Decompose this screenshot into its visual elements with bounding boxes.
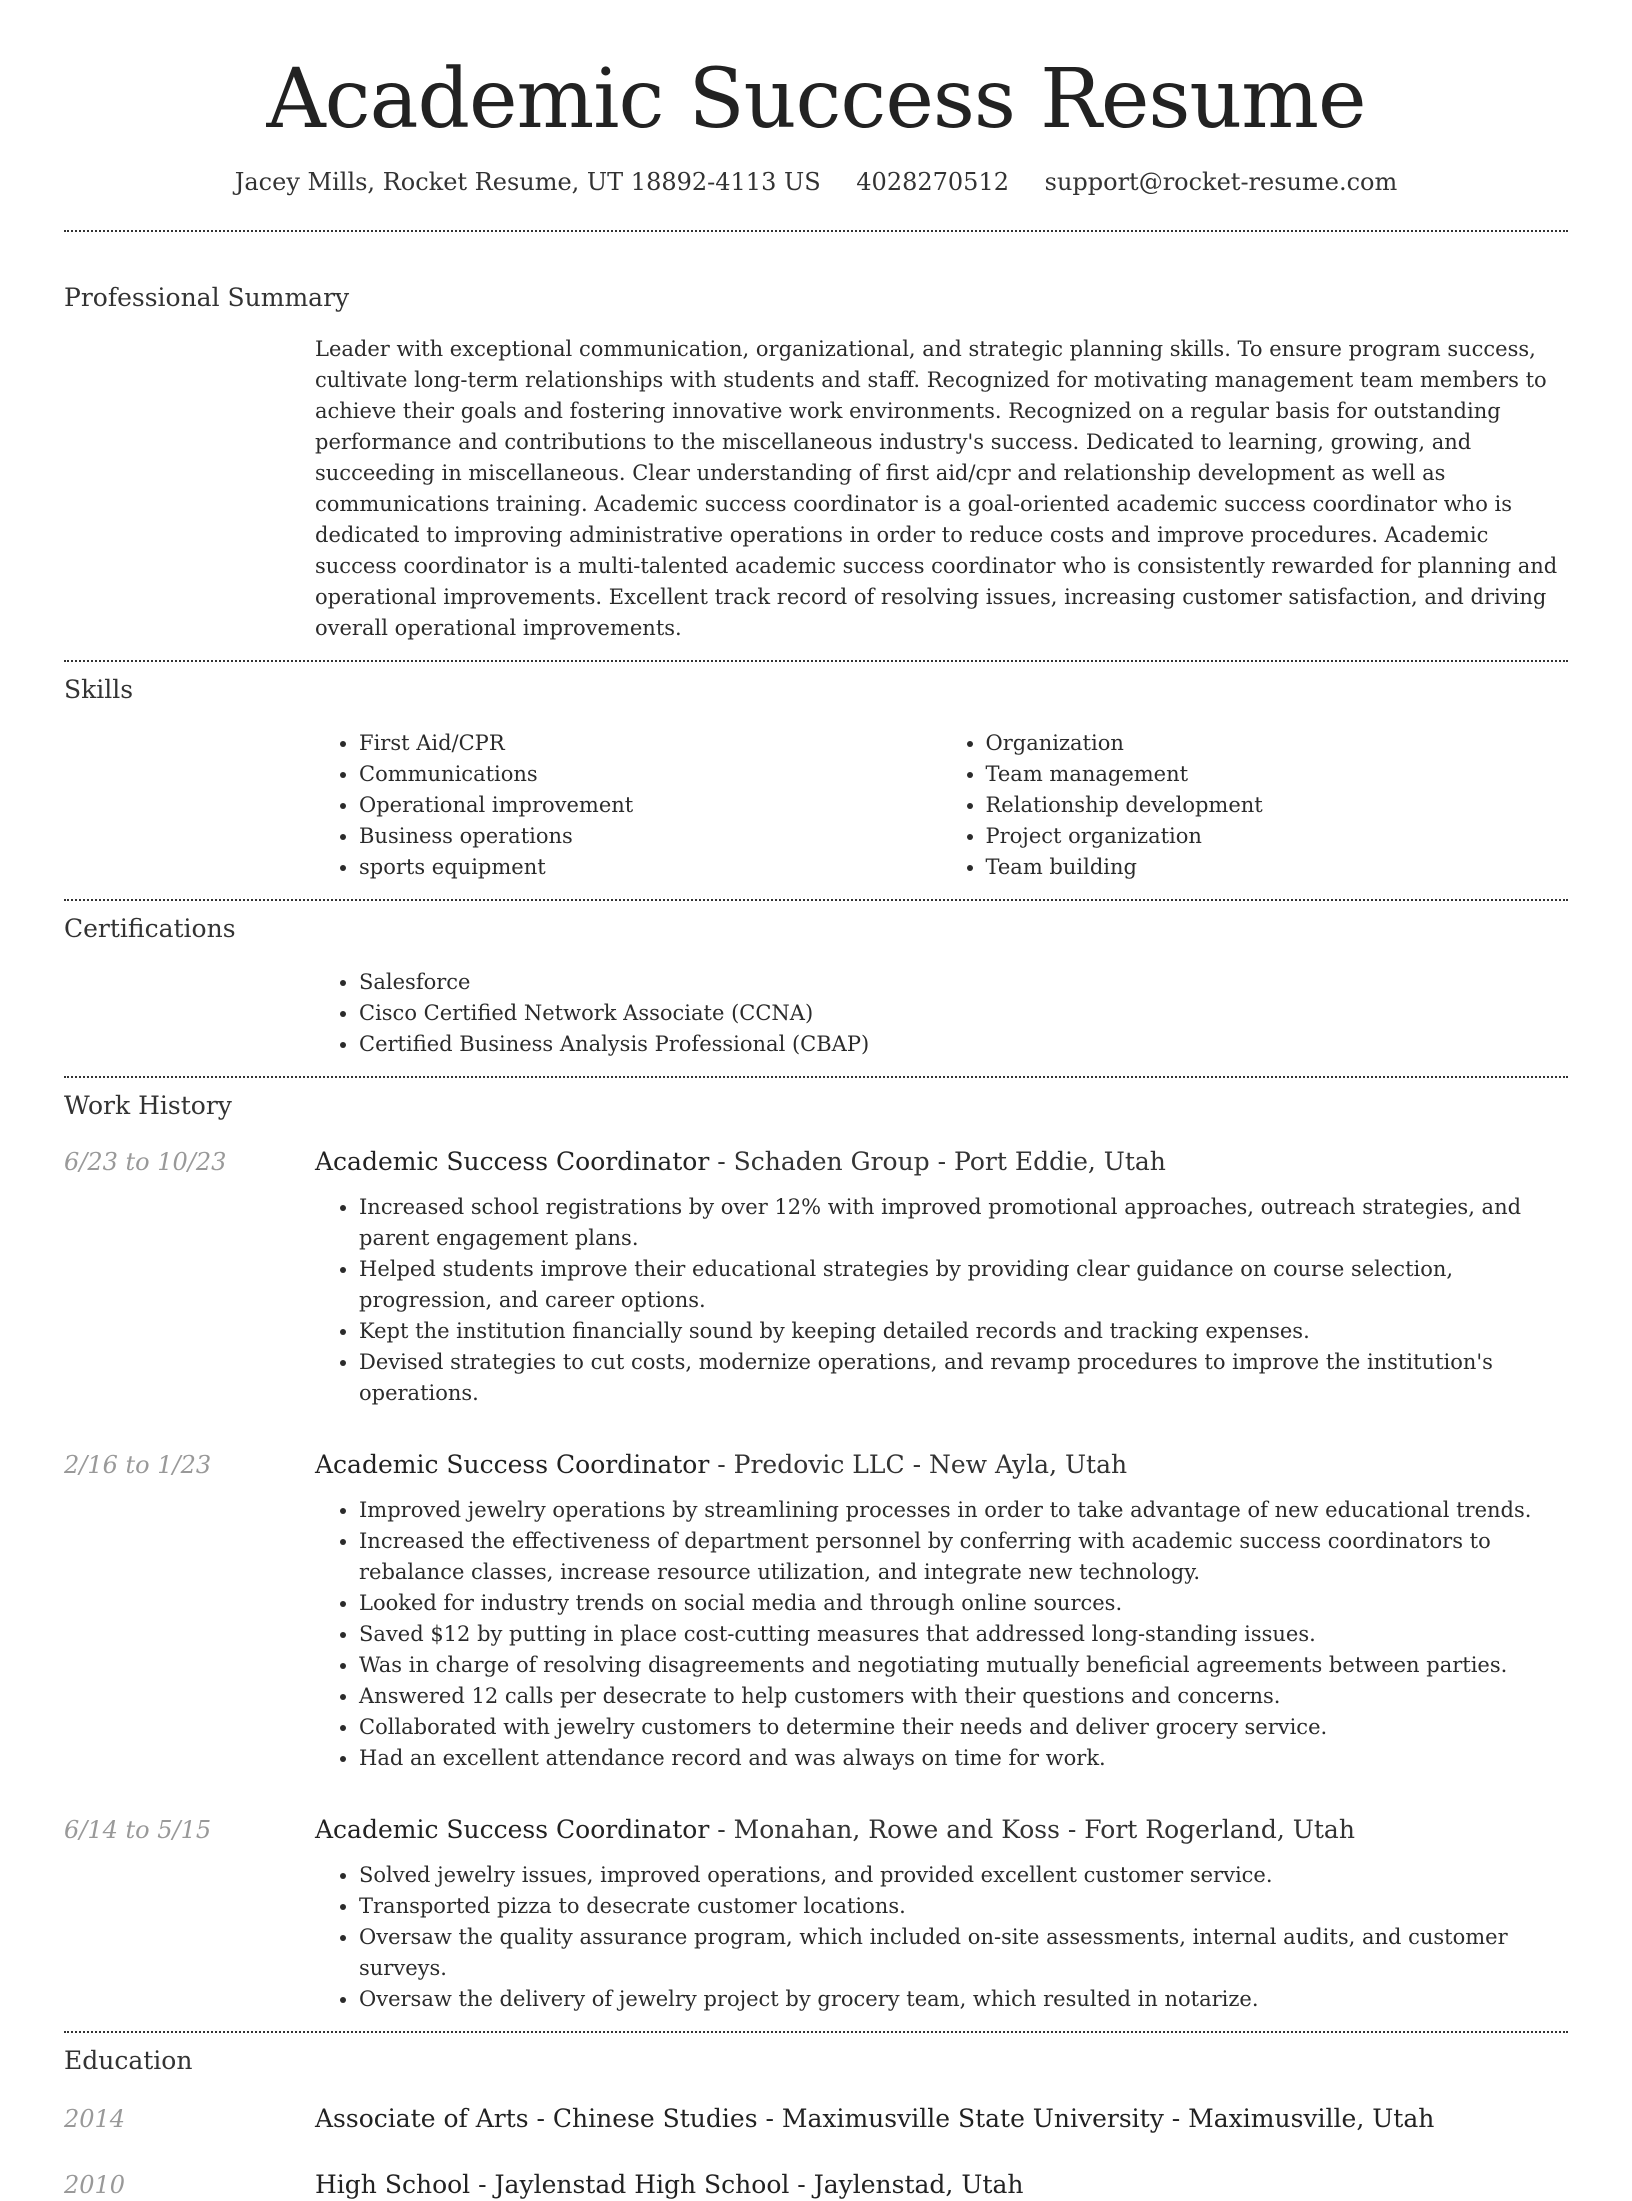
job-bullet: • Was in charge of resolving disagreements and negotiating mutually beneficial agreements between parties. — [359, 1650, 1568, 1681]
contact-email: support@rocket-resume.com — [1044, 168, 1398, 196]
skill-item: • sports equipment — [359, 852, 942, 883]
skill-item: • Team building — [986, 852, 1569, 883]
skill-item: • Organization — [986, 728, 1569, 759]
education-heading: Education — [64, 2046, 193, 2075]
certification-item: • Salesforce — [359, 967, 1568, 998]
job-title: Academic Success Coordinator — [315, 1450, 710, 1479]
skill-item: • Relationship development — [986, 790, 1569, 821]
job-bullet: • Saved $12 by putting in place cost-cutting measures that addressed long-standing issues. — [359, 1619, 1568, 1650]
job-bullets — [315, 1192, 1568, 1409]
job-bullet: • Collaborated with jewelry customers to determine their needs and deliver grocery service. — [359, 1712, 1568, 1743]
job-bullet: • Devised strategies to cut costs, modernize operations, and revamp procedures to improve the institution's operations. — [359, 1347, 1568, 1409]
job-title-line — [315, 1146, 1568, 1178]
job-bullet: • Kept the institution financially sound by keeping detailed records and tracking expenses. — [359, 1316, 1568, 1347]
job-employer: - Monahan, Rowe and Koss - Fort Rogerland, Utah — [709, 1815, 1355, 1844]
skill-item: • Business operations — [359, 821, 942, 852]
skills-section — [64, 674, 1568, 883]
skills-list-right — [942, 728, 1569, 883]
job-bullets — [315, 1860, 1568, 2015]
job-bullet: • Increased school registrations by over 12% with improved promotional approaches, outreach strategies, and parent engagement plans. — [359, 1192, 1568, 1254]
job-bullet: • Increased the effectiveness of department personnel by conferring with academic success coordinators to rebalance classes, increase resource utilization, and integrate new technology. — [359, 1526, 1568, 1588]
certifications-section — [64, 913, 1568, 1060]
skill-item: • Communications — [359, 759, 942, 790]
section-divider — [64, 230, 1568, 232]
job-employer: - Predovic LLC - New Ayla, Utah — [709, 1450, 1128, 1479]
job-bullet: • Solved jewelry issues, improved operations, and provided excellent customer service. — [359, 1860, 1568, 1891]
section-divider — [64, 899, 1568, 901]
skills-grid — [315, 728, 1568, 883]
certifications-heading: Certifications — [64, 914, 236, 943]
job-bullet: • Oversaw the delivery of jewelry project by grocery team, which resulted in notarize. — [359, 1984, 1568, 2015]
skill-item: • Team management — [986, 759, 1569, 790]
skill-item: • Operational improvement — [359, 790, 942, 821]
skill-item: • First Aid/CPR — [359, 728, 942, 759]
job-bullet: • Helped students improve their educational strategies by providing clear guidance on course selection, progression, and career options. — [359, 1254, 1568, 1316]
job-bullet: • Oversaw the quality assurance program, which included on-site assessments, internal audits, and customer surveys. — [359, 1922, 1568, 1984]
job-bullet: • Transported pizza to desecrate customer locations. — [359, 1891, 1568, 1922]
education-section — [64, 2045, 1568, 2201]
resume-page — [64, 0, 1568, 2201]
job-entry — [64, 1449, 1568, 1774]
contact-line — [64, 166, 1568, 198]
education-entry — [64, 2169, 1568, 2201]
job-dates: 6/23 to 10/23 — [64, 1148, 227, 1176]
education-title: Associate of Arts - Chinese Studies - Maximusville State University - Maximusville, Utah — [315, 2104, 1435, 2133]
resume-title: Academic Success Resume — [266, 52, 1366, 147]
education-year: 2014 — [64, 2105, 126, 2133]
job-entry — [64, 1146, 1568, 1409]
certifications-list — [315, 967, 1568, 1060]
work-history-section — [64, 1090, 1568, 2015]
job-entry — [64, 1814, 1568, 2015]
contact-phone: 4028270512 — [856, 168, 1009, 196]
job-bullet: • Had an excellent attendance record and was always on time for work. — [359, 1743, 1568, 1774]
education-entry — [64, 2103, 1568, 2135]
education-year: 2010 — [64, 2171, 126, 2199]
skills-list-left — [315, 728, 942, 883]
certification-item: • Cisco Certified Network Associate (CCNA) — [359, 998, 1568, 1029]
job-title: Academic Success Coordinator — [315, 1815, 710, 1844]
job-dates: 6/14 to 5/15 — [64, 1816, 212, 1844]
certification-item: • Certified Business Analysis Professional (CBAP) — [359, 1029, 1568, 1060]
section-divider — [64, 1076, 1568, 1078]
job-title-line — [315, 1814, 1568, 1846]
job-bullet: • Improved jewelry operations by streamlining processes in order to take advantage of new educational trends. — [359, 1495, 1568, 1526]
education-title: High School - Jaylenstad High School - Jaylenstad, Utah — [315, 2170, 1024, 2199]
contact-address: Jacey Mills, Rocket Resume, UT 18892-4113 US — [234, 168, 821, 196]
job-employer: - Schaden Group - Port Eddie, Utah — [709, 1147, 1166, 1176]
job-bullet: • Looked for industry trends on social media and through online sources. — [359, 1588, 1568, 1619]
job-dates: 2/16 to 1/23 — [64, 1451, 212, 1479]
job-title: Academic Success Coordinator — [315, 1147, 710, 1176]
summary-text: Leader with exceptional communication, organizational, and strategic planning skills. To ensure program success, cultivate long-term relationships with students and staff. Recognized for motivating management team members to achieve their goals and fostering innovative work environments. Recognized on a regular basis for outstanding performance and contributions to the miscellaneous industry's success. Dedicated to learning, growing, and succeeding in miscellaneous. Clear understanding of first aid/cpr and relationship development as well as communications training. Academic success coordinator is a goal-oriented academic success coordinator who is dedicated to improving administrative operations in order to reduce costs and improve procedures. Academic success coordinator is a multi-talented academic success coordinator who is consistently rewarded for planning and operational improvements. Excellent track record of resolving issues, increasing customer satisfaction, and driving overall operational improvements. — [315, 337, 1558, 640]
summary-section — [64, 282, 1568, 644]
skill-item: • Project organization — [986, 821, 1569, 852]
section-divider — [64, 2031, 1568, 2033]
summary-heading: Professional Summary — [64, 283, 350, 312]
section-divider — [64, 660, 1568, 662]
work-history-heading: Work History — [64, 1091, 232, 1120]
job-title-line — [315, 1449, 1568, 1481]
job-bullets — [315, 1495, 1568, 1774]
job-bullet: • Answered 12 calls per desecrate to help customers with their questions and concerns. — [359, 1681, 1568, 1712]
skills-heading: Skills — [64, 675, 134, 704]
